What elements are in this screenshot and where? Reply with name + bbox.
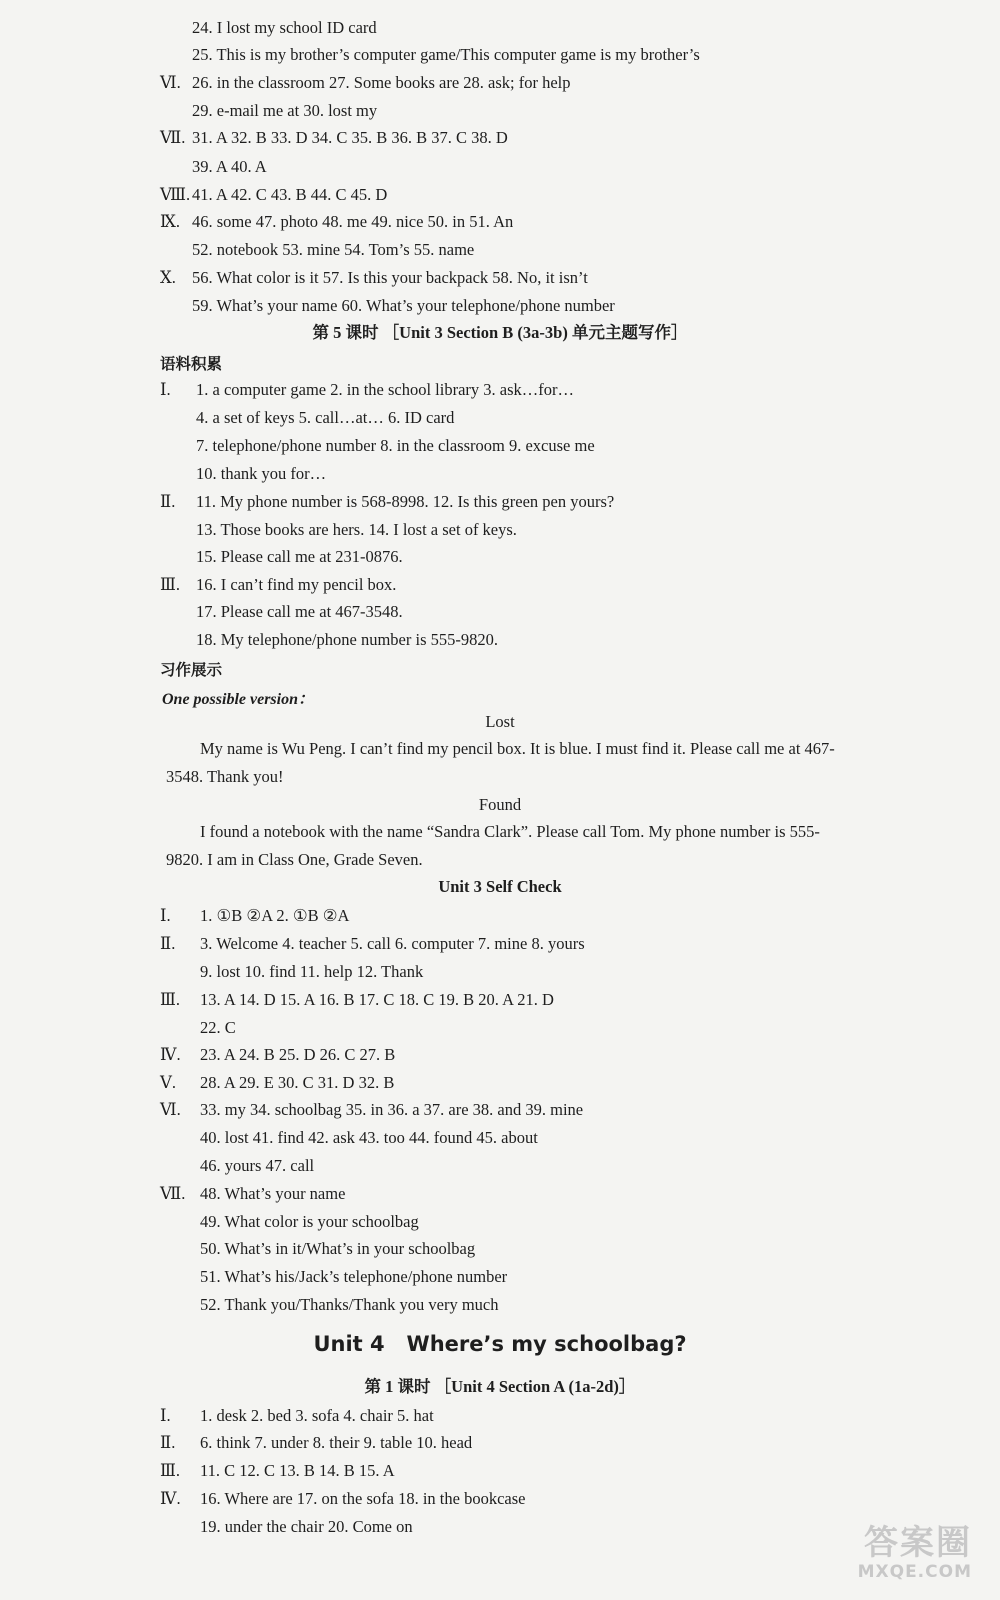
answer-line: 4. a set of keys 5. call…at… 6. ID card [196,408,455,427]
watermark-logo [812,1524,972,1586]
roman-numeral: Ⅳ. [160,1489,181,1508]
lost-paragraph: My name is Wu Peng. I can’t find my pencil box. It is blue. I must find it. Please call me at 467-3548. Thank you! [166,739,835,786]
answer-line: 52. notebook 53. mine 54. Tom’s 55. name [192,240,475,259]
answer-line: 23. A 24. B 25. D 26. C 27. B [200,1045,396,1064]
roman-numeral: Ⅹ. [160,268,176,287]
watermark-text: 答案圈 [864,1523,972,1563]
answer-line: 50. What’s in it/What’s in your schoolbag [200,1239,476,1258]
roman-numeral: Ⅷ. [160,185,191,204]
section-label-xizuo: 习作展示 [160,661,223,679]
roman-numeral: Ⅲ. [160,575,181,594]
roman-numeral: Ⅵ. [160,73,181,92]
roman-numeral: Ⅴ. [160,1073,177,1092]
answer-line: 13. Those books are hers. 14. I lost a set of keys. [196,520,517,539]
answer-line: 52. Thank you/Thanks/Thank you very much [200,1295,499,1314]
roman-numeral: Ⅲ. [160,1461,181,1480]
answer-line: 7. telephone/phone number 8. in the classroom 9. excuse me [196,436,595,455]
roman-numeral: Ⅶ. [160,128,186,147]
lost-title: Lost [485,712,515,731]
roman-numeral: Ⅸ. [160,212,181,231]
roman-numeral: Ⅰ. [160,906,171,925]
answer-line: 15. Please call me at 231-0876. [196,547,403,566]
answer-line: 17. Please call me at 467-3548. [196,602,403,621]
unit-title-wrap [0,1332,1000,1356]
self-check-heading: Unit 3 Self Check [438,877,562,896]
roman-numeral: Ⅵ. [160,1100,181,1119]
answer-line: 18. My telephone/phone number is 555-9820. [196,630,498,649]
answer-line: 25. This is my brother’s computer game/This computer game is my brother’s [192,45,700,64]
lesson-heading: 第 1 课时 ［Unit 4 Section A (1a-2d)］ [364,1377,636,1396]
answer-line: 1. a computer game 2. in the school library 3. ask…for… [196,380,575,399]
answer-line: 33. my 34. schoolbag 35. in 36. a 37. are 38. and 39. mine [200,1100,584,1119]
answer-line: 28. A 29. E 30. C 31. D 32. B [200,1073,395,1092]
lesson-heading: 第 5 课时 ［Unit 3 Section B (3a-3b) 单元主题写作］ [312,323,688,342]
answer-line: 11. My phone number is 568-8998. 12. Is this green pen yours? [196,492,615,511]
answer-line: 10. thank you for… [196,464,327,483]
answer-line: 51. What’s his/Jack’s telephone/phone number [200,1267,508,1286]
roman-numeral: Ⅱ. [160,1433,176,1452]
answer-line: 3. Welcome 4. teacher 5. call 6. computer 7. mine 8. yours [200,934,585,953]
answer-line: 31. A 32. B 33. D 34. C 35. B 36. B 37. C 38. D [192,128,508,147]
answer-line: 19. under the chair 20. Come on [200,1517,413,1536]
answer-line: 40. lost 41. find 42. ask 43. too 44. found 45. about [200,1128,538,1147]
answer-line: 41. A 42. C 43. B 44. C 45. D [192,185,388,204]
answer-line: 26. in the classroom 27. Some books are 28. ask; for help [192,73,571,92]
answer-line: 1. desk 2. bed 3. sofa 4. chair 5. hat [200,1406,434,1425]
answer-line: 48. What’s your name [200,1184,346,1203]
found-title: Found [478,795,522,814]
answer-line: 16. Where are 17. on the sofa 18. in the bookcase [200,1489,526,1508]
roman-numeral: Ⅱ. [160,934,176,953]
answer-line: 29. e-mail me at 30. lost my [192,101,378,120]
answer-line: 1. ①B ②A 2. ①B ②A [200,906,350,925]
answer-line: 9. lost 10. find 11. help 12. Thank [200,962,424,981]
section-label-yuliao: 语料积累 [160,355,223,373]
watermark-url: MXQE.COM [857,1562,972,1582]
answer-line: 39. A 40. A [192,157,267,176]
answer-line: 16. I can’t find my pencil box. [196,575,397,594]
roman-numeral: Ⅶ. [160,1184,186,1203]
answer-line: 49. What color is your schoolbag [200,1212,419,1231]
roman-numeral: Ⅰ. [160,1406,171,1425]
roman-numeral: Ⅲ. [160,990,181,1009]
answer-line: 24. I lost my school ID card [192,18,377,37]
answer-line: 46. some 47. photo 48. me 49. nice 50. in 51. An [192,212,514,231]
answer-line: 13. A 14. D 15. A 16. B 17. C 18. C 19. B 20. A 21. D [200,990,554,1009]
roman-numeral: Ⅳ. [160,1045,181,1064]
answer-line: 56. What color is it 57. Is this your backpack 58. No, it isn’t [192,268,588,287]
answer-line: 22. C [200,1018,236,1037]
answer-line: 11. C 12. C 13. B 14. B 15. A [200,1461,395,1480]
version-label: One possible version： [162,691,315,708]
found-paragraph: I found a notebook with the name “Sandra Clark”. Please call Tom. My phone number is 555-9820. I am in Class One, Grade Seven. [166,822,820,869]
roman-numeral: Ⅱ. [160,492,176,511]
answer-line: 6. think 7. under 8. their 9. table 10. head [200,1433,473,1452]
roman-numeral: Ⅰ. [160,380,171,399]
unit-title: Unit 4 Where’s my schoolbag? [313,1332,687,1356]
answer-line: 46. yours 47. call [200,1156,315,1175]
answer-line: 59. What’s your name 60. What’s your telephone/phone number [192,296,615,315]
